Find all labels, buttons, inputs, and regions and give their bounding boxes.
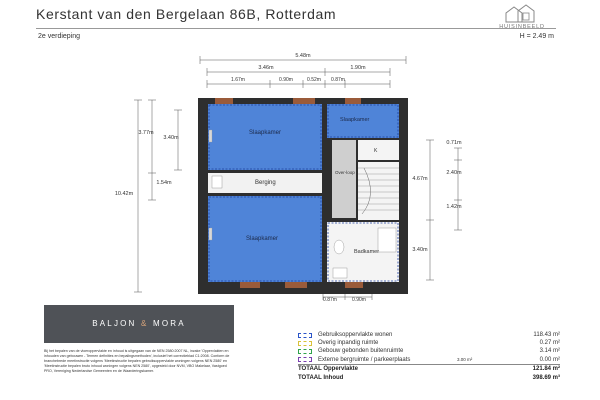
toilet-icon — [334, 240, 344, 254]
legend-row-buitenruimte — [298, 347, 560, 355]
dim-top-right: 1.90m — [350, 65, 366, 71]
window-bottom-3 — [345, 282, 363, 288]
label-slaapkamer-2: Slaapkamer — [246, 236, 279, 242]
dim-right-middle: 2.40m — [446, 170, 462, 176]
page-title: Kerstant van den Bergelaan 86B, Rotterdam — [36, 6, 337, 22]
logo-text: HUISINBEELD — [499, 24, 545, 30]
legend-row-extern — [298, 356, 560, 364]
dim-top-left: 3.46m — [258, 65, 274, 71]
label-badkamer: Badkamer — [354, 249, 380, 255]
dim-top-total: 5.48m — [295, 53, 311, 59]
legend-value: 0.27 m² — [539, 340, 560, 347]
shower-icon — [378, 228, 396, 252]
legend-total-label: TOTAAL Oppervlakte — [298, 366, 359, 373]
window-top-2 — [293, 98, 315, 104]
legend-value: 3.14 m² — [539, 348, 560, 355]
legend-label: Externe bergruimte / parkeerplaats — [318, 356, 411, 363]
legend-label: Gebouw gebonden buitenruimte — [318, 348, 404, 355]
baljon-mora-brand — [44, 305, 234, 343]
dim-bottom-seg-2: 0.90m — [352, 297, 366, 303]
window-top-3 — [345, 98, 361, 104]
legend-swatch-yellow — [298, 341, 312, 346]
brand-amp: & — [140, 319, 149, 328]
label-kast: K — [374, 148, 378, 154]
floor-label: 2e verdieping — [38, 33, 81, 40]
legend-total-inhoud — [298, 374, 560, 382]
dim-left-total: 10.42m — [114, 191, 134, 197]
legend-label: Overig inpandig ruimte — [318, 340, 379, 347]
dim-right-lower: 1.42m — [446, 204, 462, 210]
dim-top-seg-2: 0.90m — [279, 77, 293, 83]
dim-left-upper-inner: 3.40m — [163, 135, 179, 141]
brand-logo-text — [44, 305, 234, 343]
brand-right: MORA — [152, 319, 186, 328]
legend-total-oppervlakte — [298, 365, 560, 373]
dim-top-seg-3: 0.52m — [307, 77, 321, 83]
room-overloop — [332, 140, 356, 218]
sink-icon — [333, 268, 347, 278]
label-slaapkamer-1: Slaapkamer — [249, 130, 282, 136]
brand-left: BALJON — [92, 319, 137, 328]
area-legend — [298, 331, 560, 382]
dim-right-upper: 4.67m — [412, 176, 428, 182]
dim-bottom-seg-1: 0.87m — [323, 297, 337, 303]
legend-total-value: 398.69 m³ — [532, 374, 560, 381]
dim-right-top: 0.71m — [446, 140, 462, 146]
legend-swatch-blue — [298, 333, 312, 338]
berging-unit — [212, 176, 222, 188]
dim-right-bottom: 3.40m — [412, 247, 428, 253]
legend-swatch-purple — [298, 357, 312, 362]
legend-label: Gebruiksoppervlakte wonen — [318, 332, 393, 338]
label-berging: Berging — [255, 180, 276, 186]
ceiling-height: H = 2.49 m — [519, 33, 554, 40]
label-overloop: Over-loop — [335, 170, 355, 175]
legend-swatch-green — [298, 349, 312, 354]
legend-value: 0.00 m² — [539, 356, 560, 363]
legend-total-label: TOTAAL Inhoud — [298, 374, 344, 381]
dim-left-middle: 1.54m — [156, 180, 172, 186]
legend-row-wonen — [298, 331, 560, 339]
legend-row-overig — [298, 339, 560, 347]
window-bottom-2 — [285, 282, 307, 288]
legend-extra: 3.00 m² — [457, 356, 473, 362]
room-kast — [358, 140, 399, 160]
measurement-disclaimer: Bij het bepalen van de vloeroppervlakte en inhoud is uitgegaan van de NEN 2580:2007 NL, inzake 'Oppervlakten en inhouden van gebouwen - Termen definities en bepalingsmethoden', inclusief het correctieblad C1:2008. Conform de branchebrede meetinstructie volgens 'Meetinstructie bepalen gebruiksoppervlakte woningen volgens NEN 2580' en 'Meetinstructie bepalen bruto inhoud woningen volgens NEN 2580', opgesteld door NVM, VBO Makelaar, Vastgoed PRO, Vereniging Nederlandse Gemeenten en de Waarderingskamer. — [44, 349, 230, 373]
dim-top-seg-4: 0.87m — [331, 77, 345, 83]
window-bottom-1 — [240, 282, 260, 288]
dim-top-seg-1: 1.67m — [231, 77, 245, 83]
legend-total-value: 121.84 m² — [532, 366, 560, 373]
legend-value: 118.43 m² — [533, 332, 560, 338]
window-top-1 — [215, 98, 233, 104]
room-slaapkamer-1 — [208, 104, 322, 170]
dim-left-upper: 3.77m — [138, 130, 154, 136]
label-slaapkamer-3: Slaapkamer — [340, 117, 370, 123]
